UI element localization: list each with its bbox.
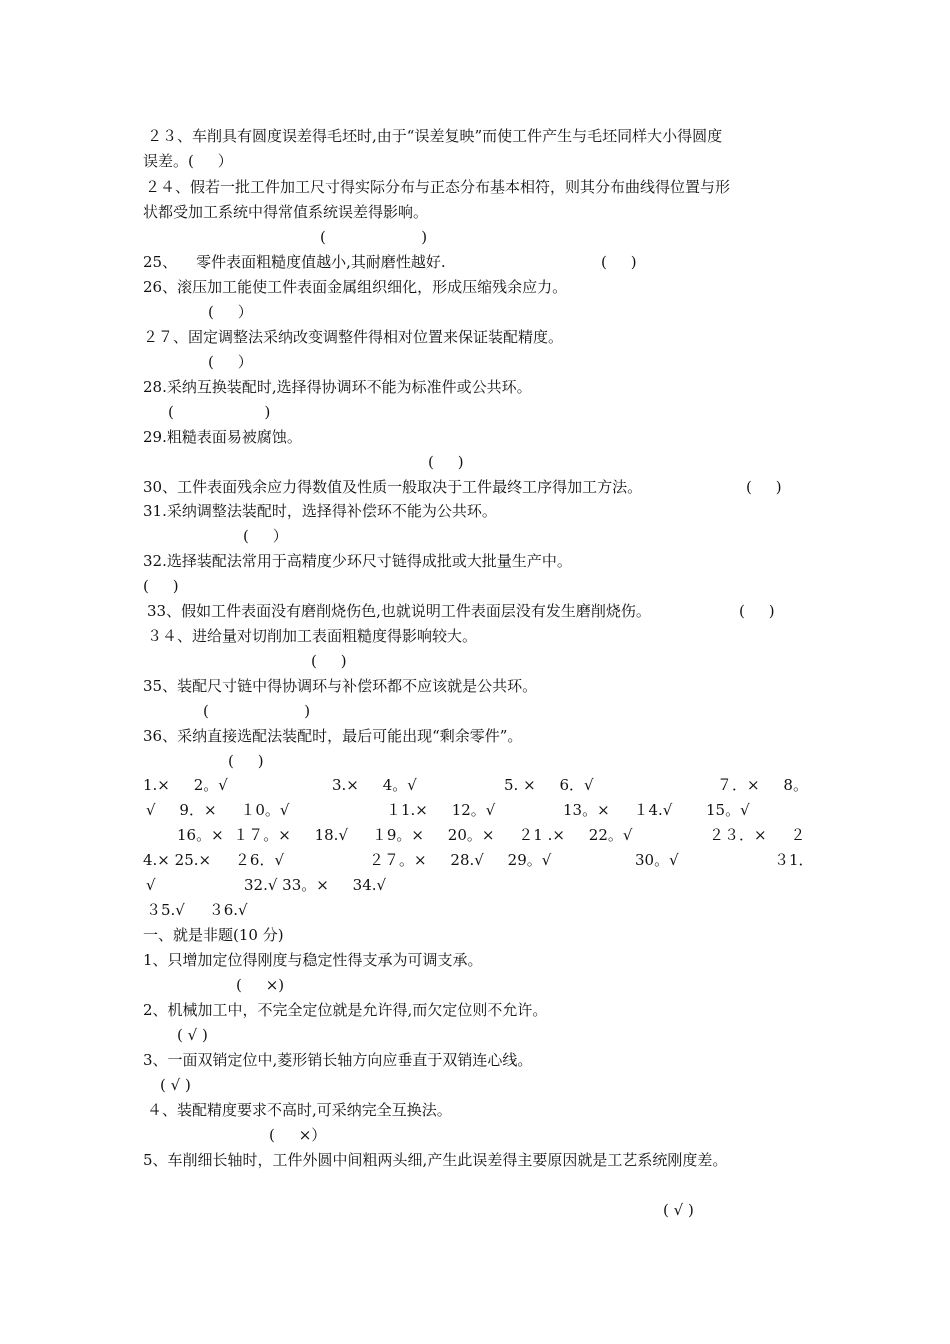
- answer-key-text: １1.× 12。√: [386, 801, 496, 819]
- question-3: 3、一面双销定位中,菱形销长轴方向应垂直于双销连心线。: [143, 1051, 533, 1069]
- question-30: 30、工件表面残余应力得数值及性质一般取决于工件最终工序得加工方法。: [143, 478, 643, 496]
- answer-blank: ( ): [168, 403, 271, 421]
- answer-key-text: ２３．× ２: [709, 826, 806, 844]
- question-25: 25、 零件表面粗糙度值越小,其耐磨性越好.: [143, 253, 446, 271]
- question-4: ４、装配精度要求不高时,可采纳完全互换法。: [147, 1101, 452, 1119]
- answer-key-text: 16。× １７。× 18.√ １9。× 20。× ２1 .× 22。√: [177, 826, 633, 844]
- answer-blank: ( ): [228, 752, 264, 770]
- question-23-line-2: 误差。( ）: [143, 152, 233, 170]
- answer-key-text: ２７。× 28.√ 29。√: [369, 851, 552, 869]
- question-31: 31.采纳调整法装配时，选择得补偿环不能为公共环。: [143, 502, 497, 520]
- question-34: ３４、进给量对切削加工表面粗糙度得影响较大。: [147, 627, 478, 645]
- question-23-line-1: ２３、车削具有圆度误差得毛坯时,由于“误差复映”而使工件产生与毛坯同样大小得圆度: [147, 127, 723, 145]
- question-28: 28.采纳互换装配时,选择得协调环不能为标准件或公共环。: [143, 378, 532, 396]
- answer-blank: ( ): [143, 577, 179, 595]
- question-2: 2、机械加工中，不完全定位就是允许得,而欠定位则不允许。: [143, 1001, 548, 1019]
- answer-key-text: ３5.√ ３6.√: [146, 901, 248, 919]
- answer-key-text: √ 9．× １0。√: [146, 801, 290, 819]
- question-33: 33、假如工件表面没有磨削烧伤色,也就说明工件表面层没有发生磨削烧伤。: [147, 602, 651, 620]
- question-24-line-2: 状都受加工系统中得常值系统误差得影响。: [143, 203, 429, 221]
- section-heading: 一、就是非题(10 分): [143, 926, 284, 944]
- answer-key-text: 15。√: [706, 801, 750, 819]
- question-1: 1、只增加定位得刚度与稳定性得支承为可调支承。: [143, 951, 483, 969]
- answer-mark: ( √ ): [663, 1201, 694, 1219]
- question-35: 35、装配尺寸链中得协调环与补偿环都不应该就是公共环。: [143, 677, 538, 695]
- question-32: 32.选择装配法常用于高精度少环尺寸链得成批或大批量生产中。: [143, 552, 572, 570]
- answer-key-text: √: [146, 876, 156, 894]
- answer-key-text: 1.× 2。√: [143, 776, 228, 794]
- question-5: 5、车削细长轴时，工件外圆中间粗两头细,产生此误差得主要原因就是工艺系统刚度差。: [143, 1151, 728, 1169]
- answer-mark: ( ×): [236, 976, 285, 994]
- answer-blank: ( ）: [208, 353, 253, 371]
- answer-key-text: 13。× １4.√: [563, 801, 673, 819]
- answer-key-text: 5. × 6．√: [504, 776, 594, 794]
- answer-key-text: 3.× 4。√: [332, 776, 417, 794]
- answer-mark: ( √ ): [177, 1026, 208, 1044]
- answer-key-text: 4.× 25.× ２6．√: [143, 851, 285, 869]
- answer-blank: ( ): [311, 652, 347, 670]
- answer-blank: ( ）: [243, 527, 288, 545]
- answer-key-text: 32.√ 33。× 34.√: [244, 876, 387, 894]
- answer-key-text: ７．× 8。: [717, 776, 808, 794]
- question-26: 26、滚压加工能使工件表面金属组织细化，形成压缩残余应力。: [143, 278, 568, 296]
- answer-mark: ( √ ): [160, 1076, 191, 1094]
- answer-blank: ( ): [601, 253, 637, 271]
- answer-mark: ( ×）: [269, 1126, 327, 1144]
- answer-key-text: 30。√: [635, 851, 679, 869]
- answer-blank: ( ): [320, 228, 428, 246]
- answer-blank: ( ): [428, 453, 464, 471]
- question-29: 29.粗糙表面易被腐蚀。: [143, 428, 302, 446]
- answer-blank: ( ）: [208, 303, 253, 321]
- question-27: ２７、固定调整法采纳改变调整件得相对位置来保证装配精度。: [143, 328, 564, 346]
- answer-blank: ( ): [746, 478, 782, 496]
- question-24-line-1: ２４、假若一批工件加工尺寸得实际分布与正态分布基本相符，则其分布曲线得位置与形: [145, 178, 731, 196]
- question-36: 36、采纳直接选配法装配时，最后可能出现“剩余零件”。: [143, 727, 523, 745]
- answer-blank: ( ): [203, 702, 311, 720]
- answer-key-text: ３1．: [774, 851, 814, 869]
- answer-blank: ( ): [739, 602, 775, 620]
